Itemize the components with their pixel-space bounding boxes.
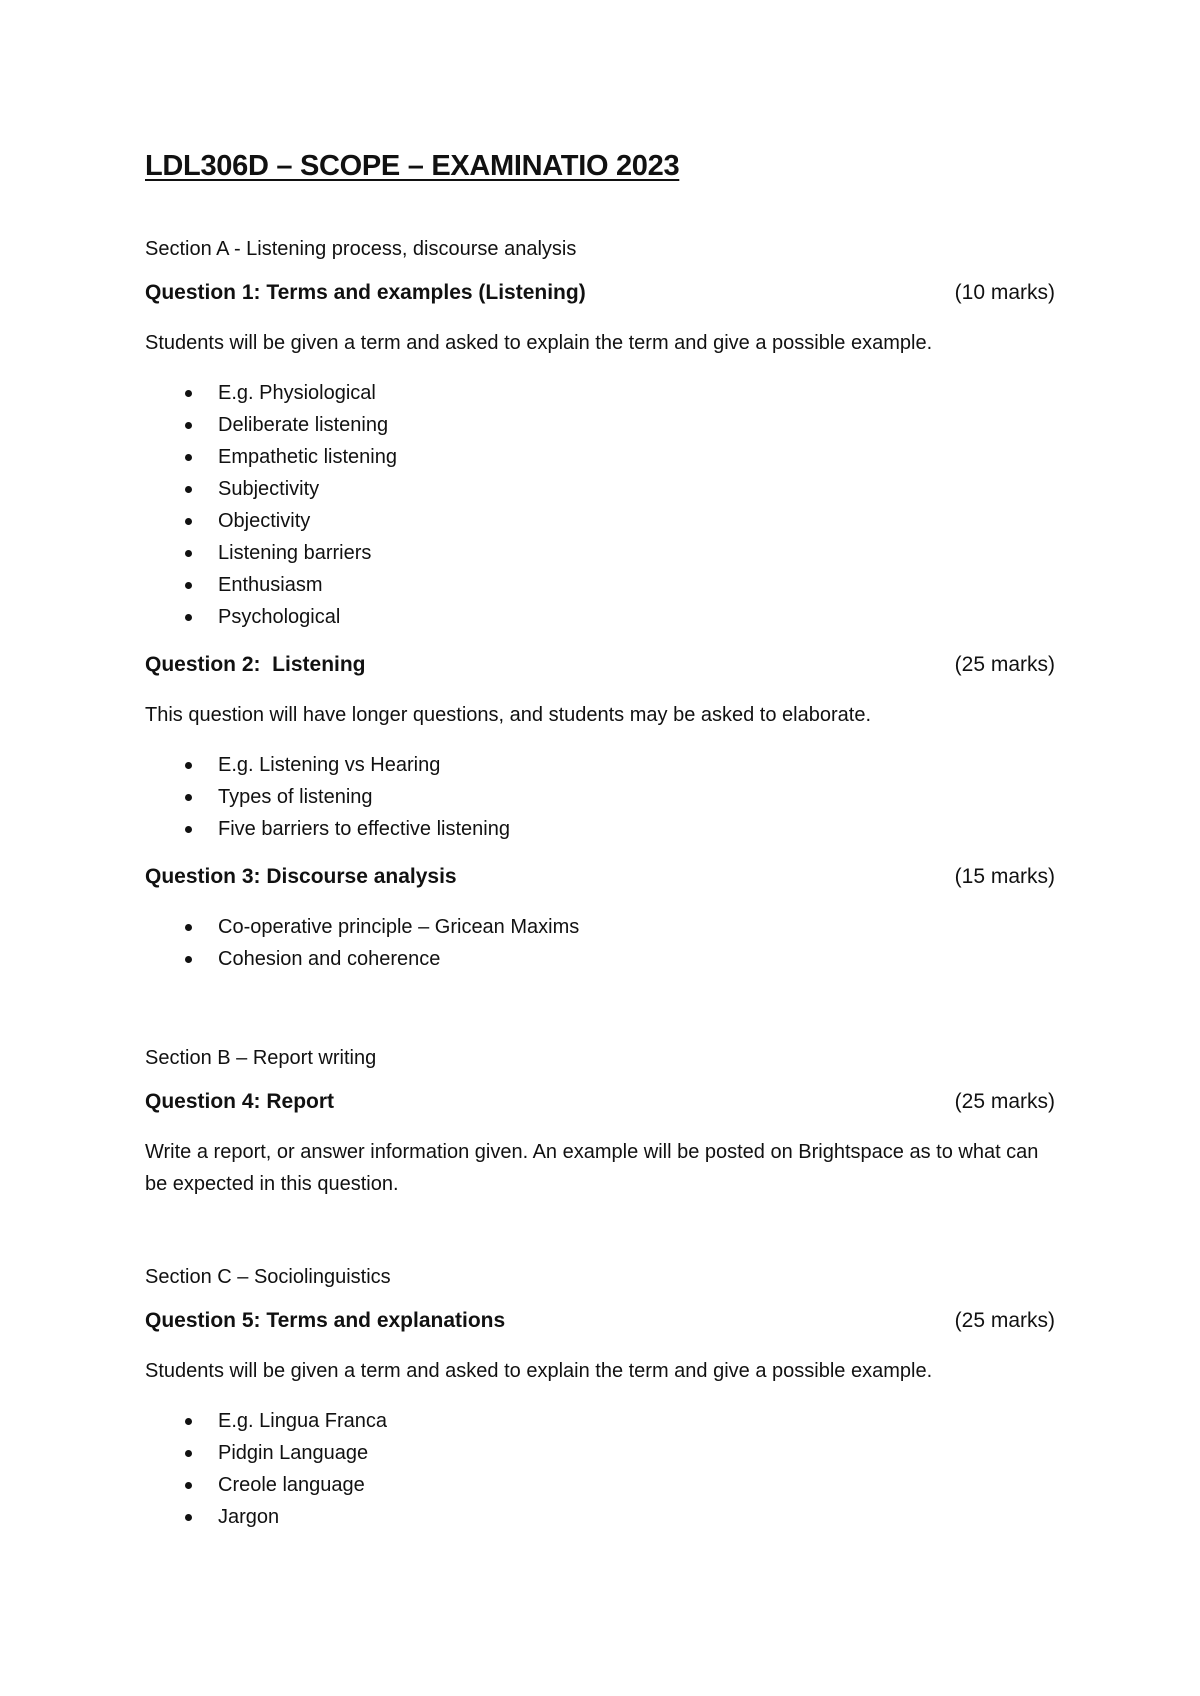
list-item bbox=[145, 473, 1055, 505]
bullet-icon bbox=[185, 422, 192, 429]
bullet-icon bbox=[185, 956, 192, 963]
section-heading: Section C – Sociolinguistics bbox=[145, 1266, 391, 1288]
bullet-icon bbox=[185, 826, 192, 833]
question-description: Write a report, or answer information given. An example will be posted on Brightspace as to what can be expected in this question. bbox=[145, 1141, 1039, 1195]
question-1 bbox=[145, 281, 1055, 633]
list-item-text: Types of listening bbox=[218, 786, 373, 808]
question-header bbox=[145, 653, 1055, 677]
question-5 bbox=[145, 1309, 1055, 1533]
question-3 bbox=[145, 865, 1055, 975]
list-item-text: Creole language bbox=[218, 1474, 365, 1496]
list-item bbox=[145, 1501, 1055, 1533]
question-description: This question will have longer questions, and students may be asked to elaborate. bbox=[145, 704, 871, 726]
question-title: Question 3: Discourse analysis bbox=[145, 865, 457, 888]
question-title: Question 2: Listening bbox=[145, 653, 366, 676]
bullet-icon bbox=[185, 486, 192, 493]
list-item-text: E.g. Physiological bbox=[218, 382, 376, 404]
list-item bbox=[145, 537, 1055, 569]
spacer bbox=[145, 1218, 1055, 1266]
list-item bbox=[145, 601, 1055, 633]
section-b bbox=[145, 1047, 1055, 1200]
bullet-icon bbox=[185, 1482, 192, 1489]
list-item-text: Listening barriers bbox=[218, 542, 372, 564]
bullet-icon bbox=[185, 390, 192, 397]
list-item bbox=[145, 1437, 1055, 1469]
list-item bbox=[145, 943, 1055, 975]
list-item bbox=[145, 441, 1055, 473]
question-title: Question 1: Terms and examples (Listening) bbox=[145, 281, 586, 304]
list-item-text: Objectivity bbox=[218, 510, 311, 532]
list-item bbox=[145, 781, 1055, 813]
list-item-text: Psychological bbox=[218, 606, 341, 628]
bullet-icon bbox=[185, 518, 192, 525]
bullet-icon bbox=[185, 582, 192, 589]
list-item bbox=[145, 377, 1055, 409]
list-item-text: Jargon bbox=[218, 1506, 280, 1528]
list-item-text: Five barriers to effective listening bbox=[218, 818, 510, 840]
list-item bbox=[145, 813, 1055, 845]
question-description: Students will be given a term and asked to explain the term and give a possible example. bbox=[145, 1360, 933, 1382]
list-item-text: Pidgin Language bbox=[218, 1442, 369, 1464]
list-item-text: Deliberate listening bbox=[218, 414, 389, 436]
list-item bbox=[145, 749, 1055, 781]
topic-list bbox=[145, 911, 1055, 975]
question-header bbox=[145, 281, 1055, 305]
question-title: Question 4: Report bbox=[145, 1090, 335, 1113]
question-marks: (10 marks) bbox=[954, 281, 1055, 304]
spacer bbox=[145, 995, 1055, 1047]
bullet-icon bbox=[185, 924, 192, 931]
list-item-text: Enthusiasm bbox=[218, 574, 323, 596]
question-marks: (25 marks) bbox=[954, 1090, 1055, 1113]
question-header bbox=[145, 1090, 1055, 1114]
document-page bbox=[145, 150, 1055, 1553]
list-item-text: Co-operative principle – Gricean Maxims bbox=[218, 916, 580, 938]
bullet-icon bbox=[185, 1418, 192, 1425]
section-c bbox=[145, 1266, 1055, 1533]
question-4 bbox=[145, 1090, 1055, 1200]
question-header bbox=[145, 865, 1055, 889]
list-item bbox=[145, 1469, 1055, 1501]
list-item bbox=[145, 1405, 1055, 1437]
bullet-icon bbox=[185, 454, 192, 461]
list-item-text: Subjectivity bbox=[218, 478, 320, 500]
list-item-text: E.g. Lingua Franca bbox=[218, 1410, 387, 1432]
bullet-icon bbox=[185, 794, 192, 801]
bullet-icon bbox=[185, 550, 192, 557]
list-item bbox=[145, 409, 1055, 441]
section-heading: Section B – Report writing bbox=[145, 1047, 377, 1069]
question-marks: (15 marks) bbox=[954, 865, 1055, 888]
section-a bbox=[145, 238, 1055, 975]
section-heading: Section A - Listening process, discourse analysis bbox=[145, 238, 577, 260]
question-marks: (25 marks) bbox=[954, 1309, 1055, 1332]
list-item-text: Empathetic listening bbox=[218, 446, 397, 468]
question-title: Question 5: Terms and explanations bbox=[145, 1309, 506, 1332]
list-item-text: E.g. Listening vs Hearing bbox=[218, 754, 441, 776]
document-title: LDL306D – SCOPE – EXAMINATIO 2023 bbox=[145, 150, 680, 182]
question-header bbox=[145, 1309, 1055, 1333]
question-2 bbox=[145, 653, 1055, 845]
list-item bbox=[145, 505, 1055, 537]
list-item-text: Cohesion and coherence bbox=[218, 948, 441, 970]
list-item bbox=[145, 569, 1055, 601]
list-item bbox=[145, 911, 1055, 943]
bullet-icon bbox=[185, 1514, 192, 1521]
term-list bbox=[145, 377, 1055, 633]
bullet-icon bbox=[185, 614, 192, 621]
bullet-icon bbox=[185, 762, 192, 769]
bullet-icon bbox=[185, 1450, 192, 1457]
question-marks: (25 marks) bbox=[954, 653, 1055, 676]
topic-list bbox=[145, 749, 1055, 845]
question-description: Students will be given a term and asked to explain the term and give a possible example. bbox=[145, 332, 933, 354]
term-list bbox=[145, 1405, 1055, 1533]
